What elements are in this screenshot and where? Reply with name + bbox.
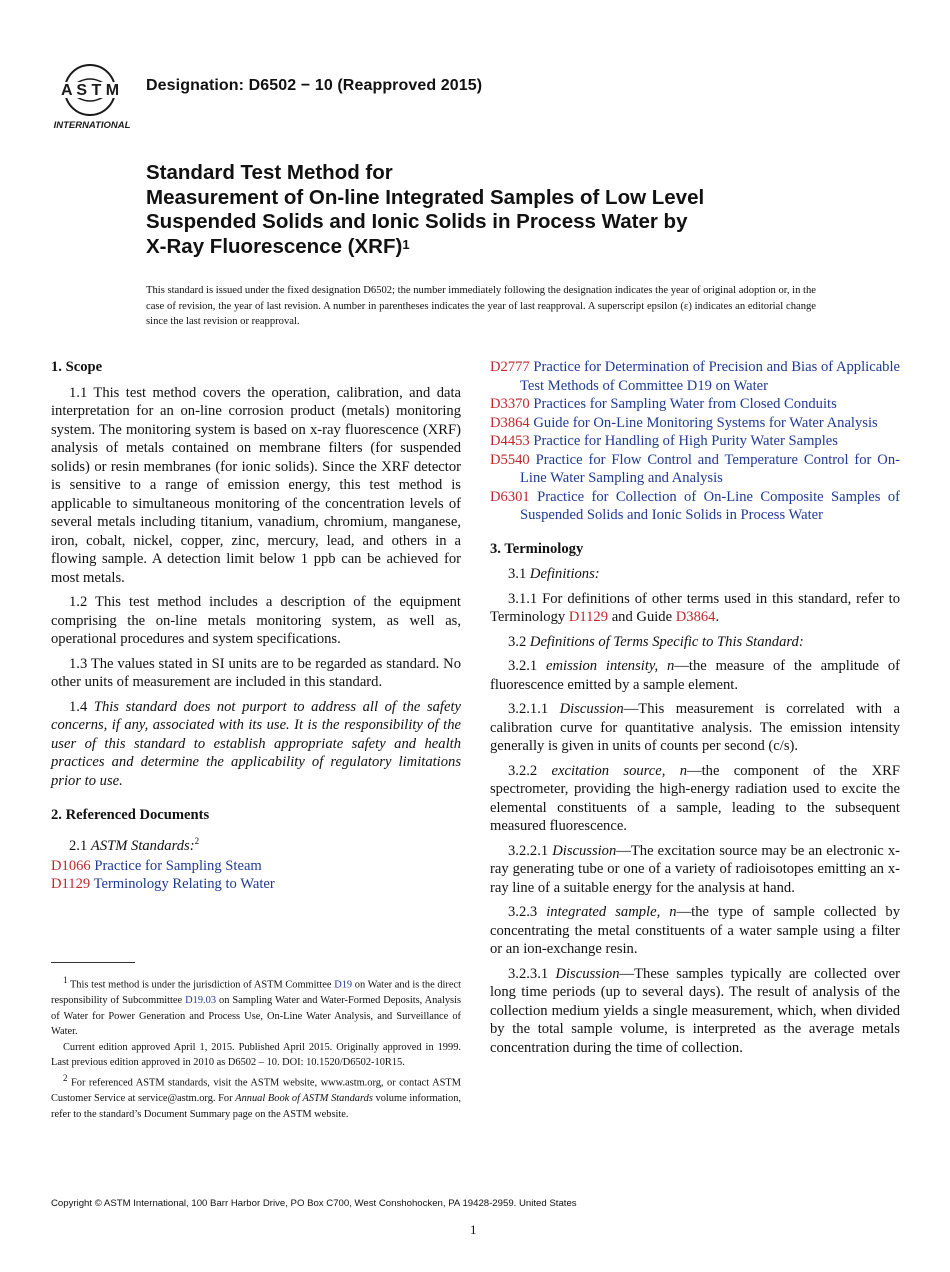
page-number: 1	[470, 1222, 477, 1237]
reference-item[interactable]: D4453 Practice for Handling of High Purity Water Samples	[490, 433, 838, 449]
ref-d1129-link[interactable]: D1129	[568, 609, 609, 625]
astm-logo	[50, 60, 136, 132]
title-line-4: X-Ray Fluorescence (XRF)$^1$	[146, 234, 410, 258]
reference-item[interactable]: D5540 Practice for Flow Control and Temperature Control for On-Line Water Sampling and Analysis	[490, 451, 900, 486]
issue-note: This standard is issued under the fixed designation D6502; the number immediately following the designation indicates the year of original adoption or, in the case of revision, the year of last revision. A number in parentheses indicates the year of last reapproval. A superscript epsilon (ε) indicates an editorial change since the last revision or reapproval.	[146, 285, 816, 327]
term-3-2-1: 3.2.1 emission intensity, n—the measure of the amplitude of fluorescence emitted by a sample element.	[490, 658, 900, 693]
title-footnote-mark: 1	[402, 236, 410, 252]
left-column	[51, 356, 461, 894]
ref-d3864-link[interactable]: D3864	[675, 609, 716, 625]
reference-item[interactable]: D3864 Guide for On-Line Monitoring Systems for Water Analysis	[490, 414, 878, 431]
reference-item[interactable]: D1129 Terminology Relating to Water	[51, 876, 275, 893]
footnote-edition: Current edition approved April 1, 2015. Published April 2015. Originally approved in 1999. Last previous edition approved in 2010 as D6502 – 10. DOI: 10.1520/D6502-10R15.	[51, 1041, 461, 1069]
svg-text:INTERNATIONAL: INTERNATIONAL	[53, 120, 131, 131]
astm-standards-label: 2.1 ASTM Standards:$^2$	[69, 835, 200, 854]
term-3-2: 3.2 Definitions of Terms Specific to This Standard:	[508, 633, 804, 650]
term-3-2-2-1: 3.2.2.1 Discussion—The excitation source may be an electronic x-ray generating tube or one of a variety of radioisotopes emitting an x-ray line of a suitable energy for the analysis at hand.	[490, 842, 901, 896]
scope-1-3: 1.3 The values stated in SI units are to be regarded as standard. No other units of measurement are included in this standard.	[51, 655, 461, 690]
term-3-2-3-1: 3.2.3.1 Discussion—These samples typically are collected over long time periods (up to several days). The result of analysis of the collection medium yields a single measurement, which, when divided by the total sample volume, is interpreted as the average metals concentration during the time of collection.	[490, 965, 900, 1056]
title-line-1: Standard Test Method for	[146, 161, 393, 184]
reference-item[interactable]: D1066 Practice for Sampling Steam	[51, 857, 262, 874]
designation: Designation: D6502 − 10 (Reapproved 2015)	[146, 77, 483, 94]
reference-item[interactable]: D2777 Practice for Determination of Precision and Bias of Applicable Test Methods of Committee D19 on Water	[490, 359, 900, 394]
term-3-2-2: 3.2.2 excitation source, n—the component of the XRF spectrometer, providing the high-energy radiation used to excite the elemental constituents of a sample, leading to the subsequent measured fluorescence.	[490, 762, 900, 834]
terminology-heading: 3. Terminology	[490, 540, 584, 557]
reference-item[interactable]: D6301 Practice for Collection of On-Line Composite Samples of Suspended Solids and Ionic Solids in Process Water	[490, 488, 900, 523]
scope-1-1: 1.1 This test method covers the operation, calibration, and data interpretation for an on-line corrosion product (metals) monitoring system. The monitoring system is based on x-ray fluorescence (XRF) analysis of metals contained on membrane filters (for suspended solids) or resin membranes (for ionic solids). Since the XRF detector is sensitive to a range of emission energy, this test method is applicable to simultaneous monitoring of the concentration levels of several metals including titanium, vanadium, chromium, manganese, iron, cobalt, nickel, copper, zinc, mercury, lead, and others in a flowing sample. A detection limit below 1 ppb can be achieved for most metals.	[51, 384, 461, 586]
footnote-2: $^2$ For referenced ASTM standards, visit the ASTM website, www.astm.org, or contact ASTM Customer Service at service@astm.org. For Annual Book of ASTM Standards volume information, refer to the standard’s Document Summary page on the ASTM website.	[51, 1073, 461, 1120]
scope-heading: 1. Scope	[51, 359, 103, 375]
right-column	[490, 358, 900, 1063]
term-3-1: 3.1 Definitions:	[508, 566, 600, 582]
document-title	[146, 161, 846, 259]
svg-text:A S T M: A S T M	[60, 82, 120, 99]
term-3-2-1-1: 3.2.1.1 Discussion—This measurement is correlated with a calibration curve for quantitative analysis. The emission intensity generally is given in units of counts per second (c/s).	[490, 701, 900, 754]
reference-item[interactable]: D3370 Practices for Sampling Water from Closed Conduits	[490, 396, 837, 412]
footnote-1: $^1$ This test method is under the jurisdiction of ASTM Committee D19 on Water and is the direct responsibility of Subcommittee D19.03 on Sampling Water and Water-Formed Deposits, Analysis of Water for Power Generation and Process Use, On-Line Water Analysis, and Surveillance of Water.	[51, 975, 461, 1038]
copyright: Copyright © ASTM International, 100 Barr Harbor Drive, PO Box C700, West Conshohocken, PA 19428-2959. United States	[51, 1198, 577, 1209]
title-line-2: Measurement of On-line Integrated Samples of Low Level	[146, 185, 705, 209]
title-line-3: Suspended Solids and Ionic Solids in Process Water by	[146, 210, 688, 233]
scope-1-2: 1.2 This test method includes a description of the equipment comprising the on-line metals monitoring system, as well as, operational procedures and system specifications.	[51, 594, 461, 647]
referenced-heading: 2. Referenced Documents	[51, 807, 210, 823]
scope-1-4: 1.4 This standard does not purport to address all of the safety concerns, if any, associated with its use. It is the responsibility of the user of this standard to establish appropriate safety and health practices and determine the applicability of regulatory limitations prior to use.	[51, 698, 461, 789]
term-3-1-1: 3.1.1 For definitions of other terms used in this standard, refer to Terminology D1129 and Guide D3864.	[490, 590, 900, 625]
term-3-2-3: 3.2.3 integrated sample, n—the type of sample collected by concentrating the metal constituents of a water sample using a filter or an ion-exchange resin.	[490, 904, 901, 957]
subcommittee-d19-03-link[interactable]: D19.03	[185, 995, 217, 1007]
committee-d19-link[interactable]: D19	[334, 979, 353, 991]
footnotes	[51, 973, 461, 1122]
footnote-rule	[51, 962, 135, 963]
